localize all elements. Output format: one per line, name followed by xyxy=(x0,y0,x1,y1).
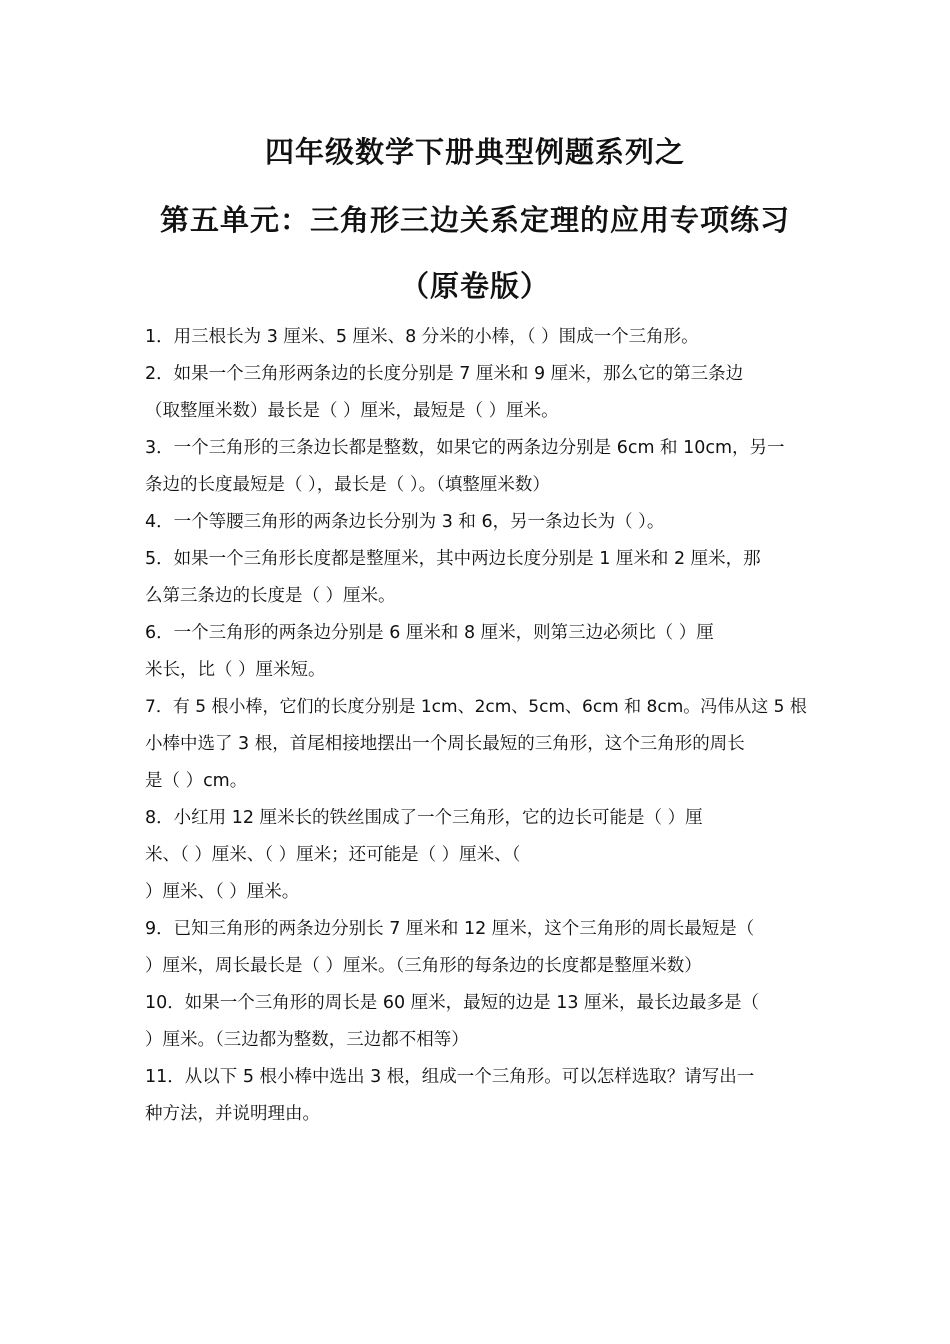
question-6-line-2: 米长，比（ ）厘米短。 xyxy=(145,660,326,680)
question-11-line-1: 11．从以下 5 根小棒中选出 3 根，组成一个三角形。可以怎样选取？请写出一 xyxy=(145,1067,755,1087)
question-1-line-1: 1．用三根长为 3 厘米、5 厘米、8 分米的小棒，（ ）围成一个三角形。 xyxy=(145,327,699,347)
question-7-line-2: 小棒中选了 3 根，首尾相接地摆出一个周长最短的三角形，这个三角形的周长 xyxy=(145,734,745,754)
question-5-line-1: 5．如果一个三角形长度都是整厘米，其中两边长度分别是 1 厘米和 2 厘米，那 xyxy=(145,549,761,569)
question-8-line-1: 8．小红用 12 厘米长的铁丝围成了一个三角形，它的边长可能是（ ）厘 xyxy=(145,808,703,828)
question-9-line-2: ）厘米，周长最长是（ ）厘米。（三角形的每条边的长度都是整厘米数） xyxy=(145,956,702,976)
question-7-line-1: 7．有 5 根小棒，它们的长度分别是 1cm、2cm、5cm、6cm 和 8cm。冯伟从这 5 根 xyxy=(145,697,807,717)
question-2-line-2: （取整厘米数）最长是（ ）厘米，最短是（ ）厘米。 xyxy=(145,401,559,421)
question-3-line-1: 3．一个三角形的三条边长都是整数，如果它的两条边分别是 6cm 和 10cm，另一 xyxy=(145,438,785,458)
question-3-line-2: 条边的长度最短是（ ），最长是（ ）。（填整厘米数） xyxy=(145,475,550,495)
question-8-line-2: 米、（ ）厘米、（ ）厘米；还可能是（ ）厘米、（ xyxy=(145,845,521,865)
question-4-line-1: 4．一个等腰三角形的两条边长分别为 3 和 6，另一条边长为（ ）。 xyxy=(145,512,665,532)
question-7-line-3: 是（ ）cm。 xyxy=(145,771,248,791)
question-8-line-3: ）厘米、（ ）厘米。 xyxy=(145,882,300,902)
question-6-line-1: 6．一个三角形的两条边分别是 6 厘米和 8 厘米，则第三边必须比（ ）厘 xyxy=(145,623,714,643)
question-10-line-2: ）厘米。（三边都为整数，三边都不相等） xyxy=(145,1030,469,1050)
title-unit: 第五单元：三角形三边关系定理的应用专项练习 xyxy=(159,203,790,237)
question-5-line-2: 么第三条边的长度是（ ）厘米。 xyxy=(145,586,396,606)
question-10-line-1: 10．如果一个三角形的周长是 60 厘米，最短的边是 13 厘米，最长边最多是（ xyxy=(145,993,760,1013)
question-11-line-2: 种方法，并说明理由。 xyxy=(145,1104,320,1124)
title-version: （原卷版） xyxy=(399,269,550,303)
title-series: 四年级数学下册典型例题系列之 xyxy=(264,135,685,169)
question-list xyxy=(145,322,810,1136)
question-2-line-1: 2．如果一个三角形两条边的长度分别是 7 厘米和 9 厘米，那么它的第三条边 xyxy=(145,364,744,384)
question-9-line-1: 9．已知三角形的两条边分别长 7 厘米和 12 厘米，这个三角形的周长最短是（ xyxy=(145,919,755,939)
